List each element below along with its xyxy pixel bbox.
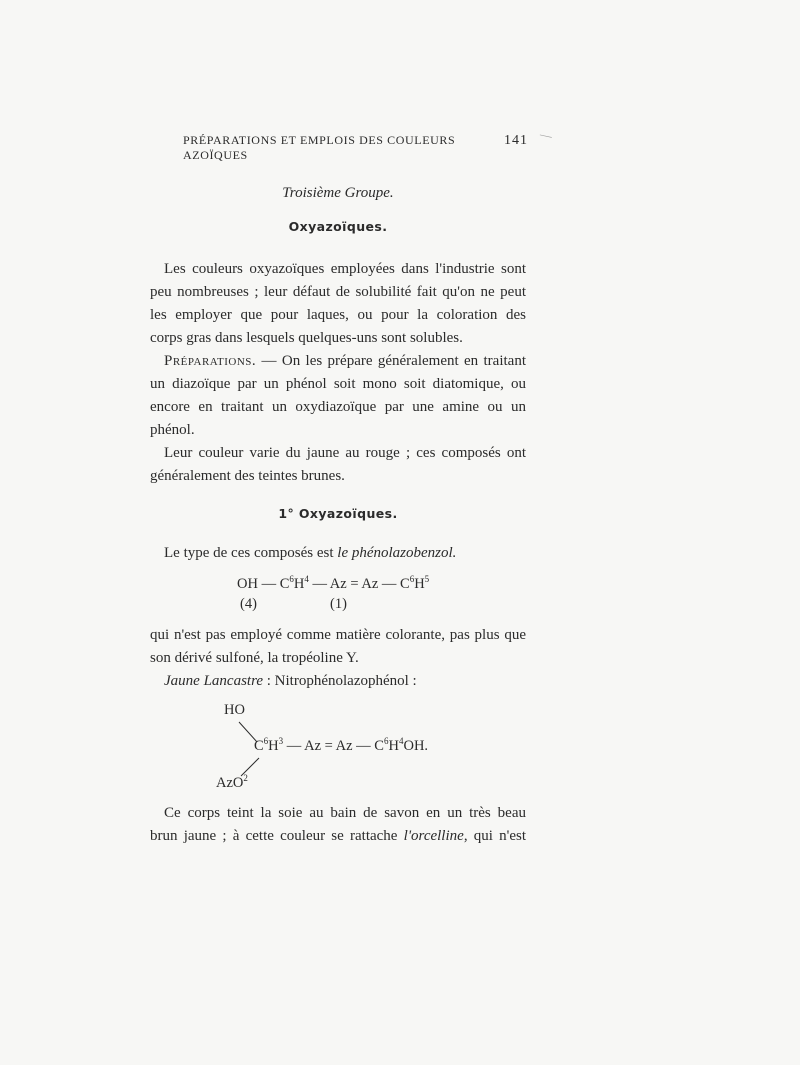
p1-line: peu nombreuses ; leur défaut de solubilité fait qu'on ne peut <box>150 284 526 300</box>
type-sentence <box>150 542 526 565</box>
paragraph-block-4 <box>150 624 526 693</box>
formula-nitrophenolazophenol <box>254 738 428 755</box>
formula2-ho: HO <box>224 702 245 718</box>
p1-line: les employer que pour laques, ou pour la coloration des <box>150 307 526 323</box>
p2-line: phénol. <box>150 422 195 438</box>
jaune-rest: : Nitrophénolazophénol : <box>263 673 417 689</box>
jaune-lancastre-name: Jaune Lancastre <box>164 673 264 689</box>
formula2-h2-sub: 4 <box>398 736 404 747</box>
formula1-c2-sub: 6 <box>409 574 415 585</box>
paragraph-block-1 <box>150 258 526 488</box>
formula2-azo2 <box>216 775 248 792</box>
formula2-h: H <box>268 738 279 754</box>
formula2-azo-chain: — Az = Az — C <box>283 738 384 754</box>
p5-line2-prefix: brun jaune ; à cette couleur se rattache <box>150 828 404 844</box>
formula1-azo-chain: — Az = Az — <box>308 576 401 592</box>
formula2-c: C <box>254 738 264 754</box>
page-number: 141 <box>504 133 528 148</box>
group-title: Troisième Groupe. <box>282 185 394 201</box>
p5-line <box>150 825 526 848</box>
formula1-c2: C <box>400 576 410 592</box>
p5-line: Ce corps teint la soie au bain de savon en un très beau <box>164 805 526 821</box>
formula1-position-1: (1) <box>330 596 347 612</box>
p2-first-rest: — On les prépare généralement en traitant <box>256 353 526 369</box>
running-header <box>183 133 528 163</box>
formula2-h-sub: 3 <box>278 736 284 747</box>
jaune-line <box>150 670 526 693</box>
formula1-dash: — <box>257 576 280 592</box>
type-prefix: Le type de ces composés est <box>164 545 338 561</box>
formula1-oh: OH <box>237 576 258 592</box>
formula1-h2: H <box>414 576 425 592</box>
orcelline-name: l'orcelline <box>403 828 464 844</box>
running-title: PRÉPARATIONS ET EMPLOIS DES COULEURS AZOÏQUES <box>183 133 456 162</box>
p3-line: Leur couleur varie du jaune au rouge ; ces composés ont <box>164 445 526 461</box>
p2-line-first <box>150 350 526 373</box>
section-subtitle: Oxyazoïques. <box>288 219 388 234</box>
p2-line: un diazoïque par un phénol soit mono soit diatomique, ou <box>150 376 526 392</box>
formula1-c: C <box>279 576 290 592</box>
formula2-h2: H <box>388 738 399 754</box>
subsection-title: 1° Oxyazoïques. <box>278 506 398 521</box>
formula2-oh: OH. <box>403 738 429 754</box>
formula2-c2-sub: 6 <box>383 736 389 747</box>
formula1-h: H <box>293 576 305 592</box>
formula-phenolazobenzol <box>237 576 429 593</box>
p3-line: généralement des teintes brunes. <box>150 468 345 484</box>
p1-line: corps gras dans lesquels quelques-uns sont solubles. <box>150 330 463 346</box>
formula1-position-4: (4) <box>240 596 257 612</box>
p4-line: qui n'est pas employé comme matière colorante, pas plus que <box>150 627 526 643</box>
paragraph-block-5 <box>150 802 526 848</box>
p5-line2-suffix: , qui n'est <box>463 828 526 844</box>
formula2-c-sub: 6 <box>263 736 269 747</box>
p4-line: son dérivé sulfoné, la tropéoline Y. <box>150 650 359 666</box>
formula2-azo-sub: 2 <box>243 773 248 784</box>
formula2-azo-label: AzO <box>216 775 244 791</box>
phenolazobenzol-name: le phénolazobenzol. <box>337 545 457 561</box>
formula1-c-sub: 6 <box>289 574 294 585</box>
formula1-h2-sub: 5 <box>424 574 430 585</box>
p1-line: Les couleurs oxyazoïques employées dans l'industrie sont <box>164 261 526 277</box>
preparations-label: Préparations. <box>164 353 257 369</box>
formula1-h-sub: 4 <box>304 574 309 585</box>
p2-line: encore en traitant un oxydiazoïque par une amine ou un <box>150 399 526 415</box>
print-mark: — <box>538 126 554 144</box>
